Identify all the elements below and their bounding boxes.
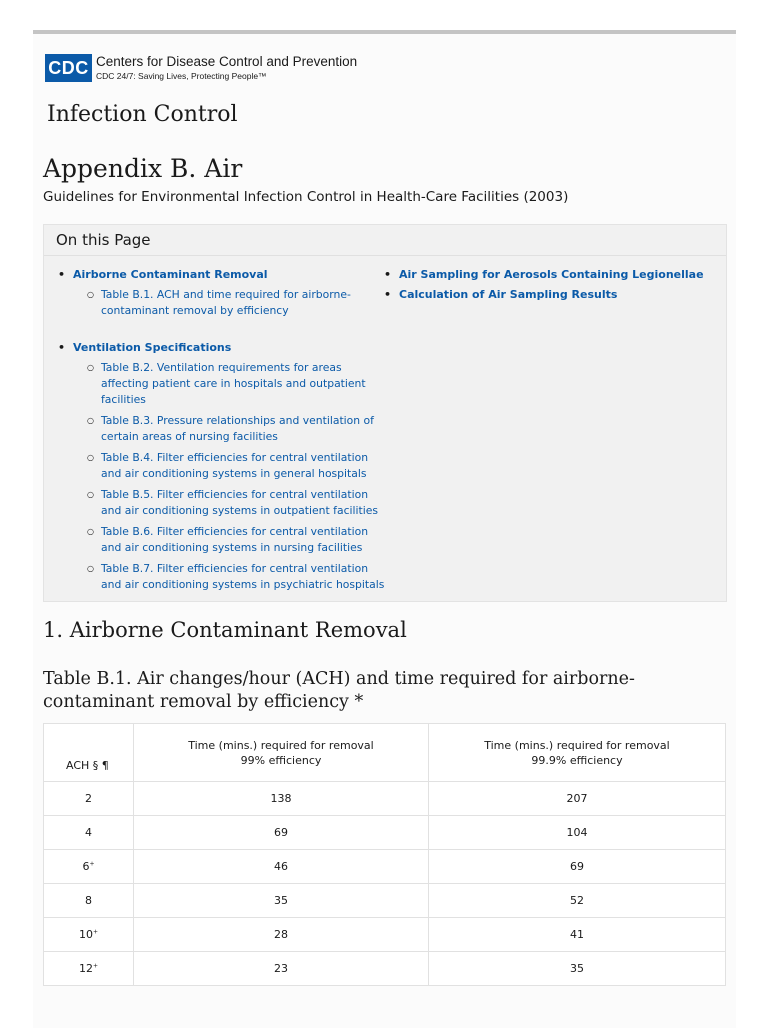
page-subtitle: Guidelines for Environmental Infection Control in Health-Care Facilities (2003): [43, 189, 569, 205]
cell-999: 69: [429, 850, 726, 884]
section-heading-airborne-contaminant-removal: 1. Airborne Contaminant Removal: [43, 618, 407, 642]
cell-999: 41: [429, 918, 726, 952]
ach-footnote-mark: +: [89, 860, 95, 868]
on-this-page-right-column: [384, 267, 714, 307]
cell-99: 23: [134, 952, 429, 986]
header-999-line2: 99.9% efficiency: [531, 753, 623, 767]
page-title: Appendix B. Air: [43, 154, 243, 183]
table-row: [44, 884, 726, 918]
otp-link-table-b3[interactable]: ○ Table B.3. Pressure relationships and ventilation of certain areas of nursing facilities: [101, 413, 391, 445]
otp-link-table-b2[interactable]: ○ Table B.2. Ventilation requirements for areas affecting patient care in hospitals and outpatient facilities: [101, 360, 391, 408]
on-this-page-box: [43, 224, 727, 602]
cell-999: 104: [429, 816, 726, 850]
ach-value: 10: [78, 928, 93, 941]
cell-99: 69: [134, 816, 429, 850]
on-this-page-left-column: [58, 267, 388, 598]
table-row: [44, 816, 726, 850]
otp-link-table-b1[interactable]: ○ Table B.1. ACH and time required for airborne-contaminant removal by efficiency: [101, 287, 391, 319]
table-row: [44, 782, 726, 816]
cell-99: 35: [134, 884, 429, 918]
cell-99: 46: [134, 850, 429, 884]
ach-value: 6: [82, 860, 90, 873]
ach-footnote-mark: +: [92, 928, 99, 936]
otp-link-table-b5[interactable]: ○ Table B.5. Filter efficiencies for central ventilation and air conditioning systems in outpatient facilities: [101, 487, 391, 519]
cell-ach: [44, 884, 134, 918]
table-row: [44, 952, 726, 986]
org-name[interactable]: Centers for Disease Control and Prevention: [96, 54, 358, 69]
header-999-efficiency: [429, 724, 726, 782]
list-spacer: [58, 324, 388, 340]
otp-link-air-sampling-legionellae[interactable]: • Air Sampling for Aerosols Containing Legionellae: [384, 267, 714, 283]
table-b1: [43, 723, 726, 986]
table-header-row: [44, 724, 726, 782]
cell-ach: [44, 918, 134, 952]
otp-link-calculation-air-sampling[interactable]: • Calculation of Air Sampling Results: [384, 287, 714, 303]
otp-link-ventilation-specifications[interactable]: • Ventilation Specifications: [58, 340, 388, 356]
otp-link-airborne-contaminant-removal[interactable]: • Airborne Contaminant Removal: [58, 267, 388, 283]
table-b1-title: Table B.1. Air changes/hour (ACH) and time required for airborne-contaminant removal by efficiency *: [43, 669, 635, 712]
cell-ach: [44, 952, 134, 986]
page-container: [33, 30, 736, 1028]
org-tagline: CDC 24/7: Saving Lives, Protecting People™: [96, 71, 267, 81]
otp-link-table-b4[interactable]: ○ Table B.4. Filter efficiencies for central ventilation and air conditioning systems in general hospitals: [101, 450, 391, 482]
header-99-efficiency: [134, 724, 429, 782]
cell-999: 52: [429, 884, 726, 918]
ach-value: 12: [78, 962, 93, 975]
ach-value: 2: [85, 792, 92, 805]
cell-99: 28: [134, 918, 429, 952]
ach-value: 8: [85, 894, 92, 907]
header-ach: ACH § ¶: [44, 724, 134, 782]
table-row: [44, 918, 726, 952]
ach-footnote-mark: +: [92, 962, 99, 970]
header-99-line1: Time (mins.) required for removal: [188, 738, 374, 752]
cell-99: 138: [134, 782, 429, 816]
cell-ach: [44, 782, 134, 816]
cell-ach: [44, 850, 134, 884]
on-this-page-heading: On this Page: [44, 225, 726, 256]
cell-999: 207: [429, 782, 726, 816]
otp-link-table-b7[interactable]: ○ Table B.7. Filter efficiencies for central ventilation and air conditioning systems in psychiatric hospitals: [101, 561, 391, 593]
cell-ach: [44, 816, 134, 850]
ach-value: 4: [85, 826, 92, 839]
cell-999: 35: [429, 952, 726, 986]
otp-link-table-b6[interactable]: ○ Table B.6. Filter efficiencies for central ventilation and air conditioning systems in nursing facilities: [101, 524, 391, 556]
section-title[interactable]: Infection Control: [47, 102, 238, 127]
table-row: [44, 850, 726, 884]
cdc-logo[interactable]: CDC: [45, 54, 92, 82]
header-99-line2: 99% efficiency: [240, 753, 322, 767]
header-999-line1: Time (mins.) required for removal: [484, 738, 670, 752]
